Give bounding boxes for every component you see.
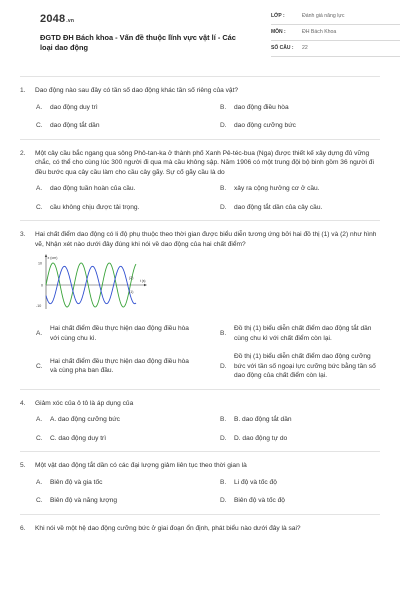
site-logo[interactable]: 2048.vn [40, 13, 75, 25]
option-c[interactable] [20, 496, 196, 506]
option-text: Hai chất điểm đều thực hiện dao động điều hòa với cùng chu kì. [50, 325, 189, 342]
option-text: Biên độ và tốc độ [234, 497, 285, 505]
question-4 [20, 389, 380, 452]
answer-options [20, 184, 380, 212]
meta-row-subject [271, 25, 400, 41]
graph-y-label: x (cm) [47, 256, 58, 261]
worksheet-header [20, 0, 380, 76]
meta-row-class [271, 9, 400, 25]
meta-key: SỐ CÂU : [271, 44, 294, 51]
option-letter: C. [36, 497, 43, 505]
question-6 [20, 514, 380, 542]
meta-key: MÔN : [271, 28, 286, 35]
question-text: Giảm xóc của ô tô là áp dụng của [35, 399, 134, 407]
question-number: 6. [20, 525, 26, 533]
option-text: Hai chất điểm đều thực hiện dao động điều hòa và cùng pha ban đầu. [50, 357, 189, 375]
option-text: Biên độ và gia tốc [50, 478, 103, 486]
answer-options [20, 324, 380, 381]
option-letter: C. [36, 434, 43, 442]
meta-value: Đánh giá năng lực [302, 12, 345, 19]
meta-value: 22 [302, 44, 308, 51]
option-letter: A. [36, 329, 43, 337]
option-d[interactable] [204, 434, 380, 444]
option-text: xảy ra cộng hưởng cơ ở cầu. [234, 185, 320, 193]
option-a[interactable] [20, 324, 196, 343]
option-text: dao động tuần hoàn của cầu. [50, 185, 136, 193]
option-d[interactable] [204, 352, 380, 381]
option-text: C. dao động duy trì [50, 434, 107, 442]
option-text: Biên độ và năng lượng [50, 497, 118, 505]
option-c[interactable] [20, 203, 196, 213]
graph-y-max: 10 [38, 261, 42, 266]
meta-value: ĐH Bách Khoa [302, 28, 337, 35]
question-stem [20, 230, 380, 249]
option-a[interactable] [20, 184, 196, 194]
question-1 [20, 76, 380, 139]
time-axis-arrow [144, 284, 147, 286]
option-letter: D. [220, 122, 227, 130]
option-b[interactable] [204, 324, 380, 343]
option-text: A. dao động cưỡng bức [50, 416, 120, 424]
question-text: Hai chất điểm dao động có li độ phụ thuộc theo thời gian được biểu diễn tương ứng bởi hai đồ thị (1) và (2) như hình vẽ, Nhận xét nào dưới đây đúng khi nói về dao động của hai chất điểm? [35, 231, 377, 248]
option-text: dao động tắt dần [50, 122, 100, 130]
option-c[interactable] [20, 434, 196, 444]
question-number: 2. [20, 149, 26, 157]
meta-row-count [271, 41, 400, 57]
option-a[interactable] [20, 103, 196, 113]
graph-y-min: -10 [36, 304, 42, 309]
option-letter: A. [36, 103, 43, 111]
option-letter: B. [220, 478, 227, 486]
document-title: ĐGTD ĐH Bách khoa - Vấn đề thuộc lĩnh vực vật lí - Các loại dao động [40, 33, 236, 52]
option-letter: A. [36, 416, 43, 424]
option-text: D. dao động tự do [234, 434, 288, 442]
question-2 [20, 139, 380, 221]
question-5 [20, 451, 380, 514]
answer-options [20, 415, 380, 443]
option-text: Đồ thị (1) biểu diễn chất điểm dao động cưỡng bức với tần số ngoại lực cưỡng bức bằng tần số dao động của chất điểm còn lại. [234, 353, 376, 380]
meta-table [271, 9, 400, 57]
option-a[interactable] [20, 478, 196, 488]
option-letter: B. [220, 329, 227, 337]
option-a[interactable] [20, 415, 196, 425]
option-text: Đồ thị (1) biểu diễn chất điểm dao động tắt dần cùng chu kì với chất điểm còn lại. [234, 325, 372, 342]
option-text: dao động cưỡng bức [234, 122, 296, 130]
question-stem [20, 461, 380, 471]
answer-options [20, 478, 380, 506]
question-stem [20, 524, 380, 534]
option-letter: D. [220, 362, 227, 370]
graph-y-zero: 0 [41, 283, 43, 288]
question-3 [20, 220, 380, 388]
option-letter: D. [220, 434, 227, 442]
option-b[interactable] [204, 184, 380, 194]
option-c[interactable] [20, 121, 196, 131]
question-number: 1. [20, 87, 26, 94]
option-text: B. dao động tắt dần [234, 416, 292, 424]
option-text: cầu không chịu được tải trọng. [50, 203, 140, 211]
question-text: Một cây cầu bắc ngang qua sông Phô-tan-ka ở thành phố Xanh Pê-téc-bua (Nga) được thiết kế xây dựng đủ vững chắc, có thể cho cùng lúc 300 người đi qua mà cầu không sập. Năm 1906 có một trung đội bộ binh gồm 36 người đi đều bước qua cây cầu làm cho cầu cây gãy. Sự cố gãy cầu là do [35, 149, 374, 176]
option-d[interactable] [204, 121, 380, 131]
option-letter: B. [220, 416, 227, 424]
graph-t-label: t (s) [140, 279, 146, 284]
option-letter: C. [36, 122, 43, 130]
option-d[interactable] [204, 496, 380, 506]
question-text: Khi nói về một hệ dao động cưỡng bức ở giai đoạn ổn định, phát biểu nào dưới đây là sai? [35, 525, 301, 533]
curve-1-label: (1) [129, 290, 134, 295]
option-b[interactable] [204, 415, 380, 425]
option-letter: D. [220, 203, 227, 211]
option-text: dao động điều hòa [234, 103, 289, 111]
question-stem [20, 399, 380, 409]
option-letter: B. [220, 185, 227, 193]
question-number: 5. [20, 462, 26, 470]
question-stem [20, 86, 380, 96]
option-b[interactable] [204, 478, 380, 488]
answer-options [20, 103, 380, 131]
option-b[interactable] [204, 103, 380, 113]
question-text: Dao động nào sau đây có tần số dao động khác tần số riêng của vật? [35, 87, 239, 94]
option-c[interactable] [20, 352, 196, 381]
oscillation-graph [36, 253, 156, 313]
option-text: dao động tắt dần của cây cầu. [234, 203, 323, 211]
option-letter: C. [36, 203, 43, 211]
question-stem [20, 149, 380, 178]
option-letter: A. [36, 478, 43, 486]
question-number: 3. [20, 231, 26, 239]
option-letter: C. [36, 362, 43, 370]
curve-2-label: (2) [129, 276, 134, 281]
option-text: Li độ và tốc độ [234, 478, 277, 486]
option-letter: A. [36, 185, 43, 193]
question-number: 4. [20, 399, 26, 407]
option-d[interactable] [204, 203, 380, 213]
option-text: dao động duy trì [50, 103, 98, 111]
option-letter: B. [220, 103, 227, 111]
option-letter: D. [220, 497, 227, 505]
meta-key: LỚP : [271, 12, 285, 19]
question-text: Một vật dao động tắt dần có các đại lượng giảm liên tục theo thời gian là [35, 462, 247, 470]
